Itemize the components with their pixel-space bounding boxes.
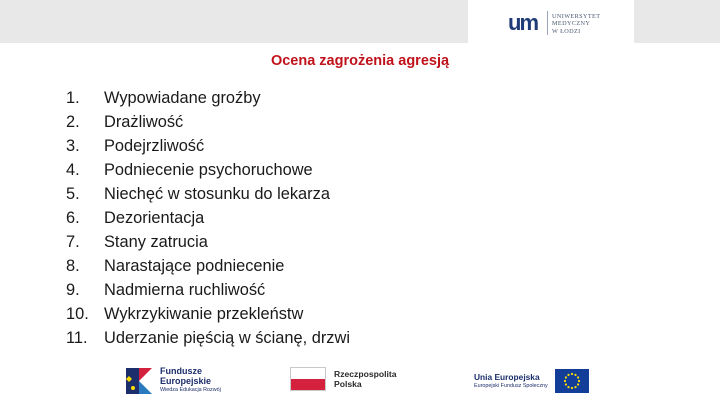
item-text: Niechęć w stosunku do lekarza bbox=[104, 184, 330, 203]
item-text: Wypowiadane groźby bbox=[104, 88, 261, 107]
item-text: Podejrzliwość bbox=[104, 136, 205, 155]
list-item bbox=[66, 278, 506, 302]
item-number: 11. bbox=[66, 328, 88, 347]
item-number: 7. bbox=[66, 232, 80, 251]
list-item bbox=[66, 206, 506, 230]
logo-divider bbox=[547, 11, 548, 35]
fundusze-europejskie-text bbox=[160, 366, 221, 394]
fundusze-europejskie-icon bbox=[124, 364, 154, 396]
list-item bbox=[66, 254, 506, 278]
item-text: Drażliwość bbox=[104, 112, 184, 131]
item-text: Narastające podniecenie bbox=[104, 256, 285, 275]
list-item bbox=[66, 326, 506, 350]
item-number: 9. bbox=[66, 280, 80, 299]
polish-flag-icon bbox=[290, 367, 326, 391]
list-item bbox=[66, 302, 506, 326]
item-text: Wykrzykiwanie przekleństw bbox=[104, 304, 304, 323]
funds-line: Fundusze bbox=[160, 366, 202, 376]
university-name-line: MEDYCZNY bbox=[552, 20, 591, 28]
unia-europejska-text bbox=[474, 372, 548, 390]
item-number: 1. bbox=[66, 88, 80, 107]
funds-line: Wiedza Edukacja Rozwój bbox=[160, 387, 221, 393]
eu-flag-icon bbox=[555, 369, 589, 393]
list-item bbox=[66, 110, 506, 134]
list-item bbox=[66, 86, 506, 110]
republic-line: Polska bbox=[334, 379, 362, 389]
funds-line: Europejskie bbox=[160, 376, 212, 386]
university-name-line: UNIWERSYTET bbox=[552, 13, 601, 20]
university-name bbox=[552, 13, 600, 35]
item-number: 2. bbox=[66, 112, 80, 131]
fundusze-europejskie-logo bbox=[124, 364, 221, 396]
slide-title bbox=[0, 52, 720, 70]
risk-factor-list bbox=[66, 86, 506, 350]
item-number: 5. bbox=[66, 184, 80, 203]
union-line: Europejski Fundusz Społeczny bbox=[474, 383, 548, 389]
item-text: Uderzanie pięścią w ścianę, drzwi bbox=[104, 328, 350, 347]
item-number: 6. bbox=[66, 208, 80, 227]
list-item bbox=[66, 230, 506, 254]
rzeczpospolita-logo bbox=[290, 367, 397, 391]
unia-europejska-logo bbox=[474, 369, 589, 393]
item-number: 3. bbox=[66, 136, 80, 155]
um-logo-icon bbox=[508, 10, 537, 35]
list-item bbox=[66, 182, 506, 206]
funding-footer bbox=[0, 358, 720, 405]
slide-title-text: Ocena zagrożenia agresją bbox=[270, 53, 450, 69]
item-text: Stany zatrucia bbox=[104, 232, 208, 251]
university-name-line: W ŁODZI bbox=[552, 27, 581, 35]
list-item bbox=[66, 134, 506, 158]
item-number: 4. bbox=[66, 160, 80, 179]
university-logo bbox=[468, 0, 634, 43]
um-logo-mark: um bbox=[508, 10, 537, 35]
item-text: Podniecenie psychoruchowe bbox=[104, 160, 313, 179]
item-number: 10. bbox=[66, 304, 89, 323]
republic-line: Rzeczpospolita bbox=[334, 369, 397, 379]
item-number: 8. bbox=[66, 256, 80, 275]
item-text: Nadmierna ruchliwość bbox=[104, 280, 266, 299]
rzeczpospolita-text bbox=[334, 369, 397, 389]
list-item bbox=[66, 158, 506, 182]
item-text: Dezorientacja bbox=[104, 208, 205, 227]
union-line: Unia Europejska bbox=[474, 372, 540, 382]
